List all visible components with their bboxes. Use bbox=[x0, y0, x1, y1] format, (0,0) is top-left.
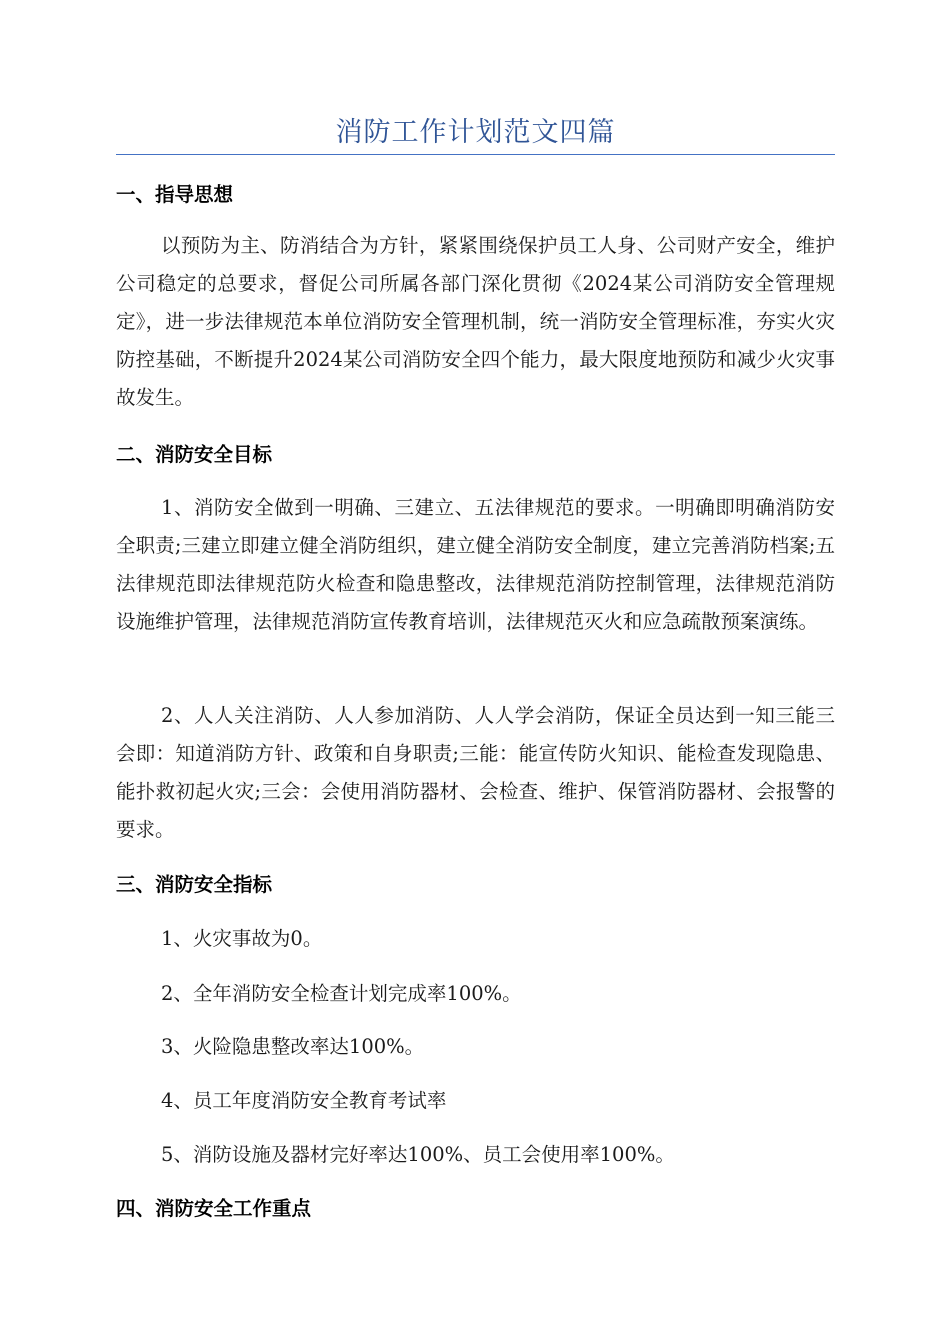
list-item: 1、火灾事故为0。 bbox=[161, 927, 323, 950]
list-item: 2、全年消防安全检查计划完成率100%。 bbox=[161, 982, 522, 1005]
section-heading-work-focus: 四、消防安全工作重点 bbox=[116, 1197, 312, 1220]
section-paragraph: 1、消防安全做到一明确、三建立、五法律规范的要求。一明确即明确消防安全职责;三建立即建立健全消防组织，建立健全消防安全制度，建立完善消防档案;五法律规范即法律规范防火检查和隐患整改，法律规范消防控制管理，法律规范消防设施维护管理，法律规范消防宣传教育培训，法律规范灭火和应急疏散预案演练。 bbox=[116, 496, 835, 633]
section-paragraph: 以预防为主、防消结合为方针，紧紧围绕保护员工人身、公司财产安全，维护公司稳定的总要求，督促公司所属各部门深化贯彻《2024某公司消防安全管理规定》，进一步法律规范本单位消防安全管理机制，统一消防安全管理标准，夯实火灾防控基础，不断提升2024某公司消防安全四个能力，最大限度地预防和减少火灾事故发生。 bbox=[116, 234, 835, 409]
list-item: 4、员工年度消防安全教育考试率 bbox=[161, 1089, 447, 1112]
section-heading-safety-goals: 二、消防安全目标 bbox=[116, 443, 273, 466]
section-heading-safety-indicators: 三、消防安全指标 bbox=[116, 873, 273, 896]
list-item: 3、火险隐患整改率达100%。 bbox=[161, 1035, 425, 1058]
title-underline bbox=[116, 154, 835, 155]
section-paragraph: 2、人人关注消防、人人参加消防、人人学会消防，保证全员达到一知三能三会即：知道消防方针、政策和自身职责;三能：能宣传防火知识、能检查发现隐患、能扑救初起火灾;三会：会使用消防器材、会检查、维护、保管消防器材、会报警的要求。 bbox=[116, 704, 835, 841]
list-item: 5、消防设施及器材完好率达100%、员工会使用率100%。 bbox=[161, 1143, 675, 1166]
document-title: 消防工作计划范文四篇 bbox=[335, 117, 616, 148]
section-heading-guiding-ideology: 一、指导思想 bbox=[116, 183, 234, 206]
